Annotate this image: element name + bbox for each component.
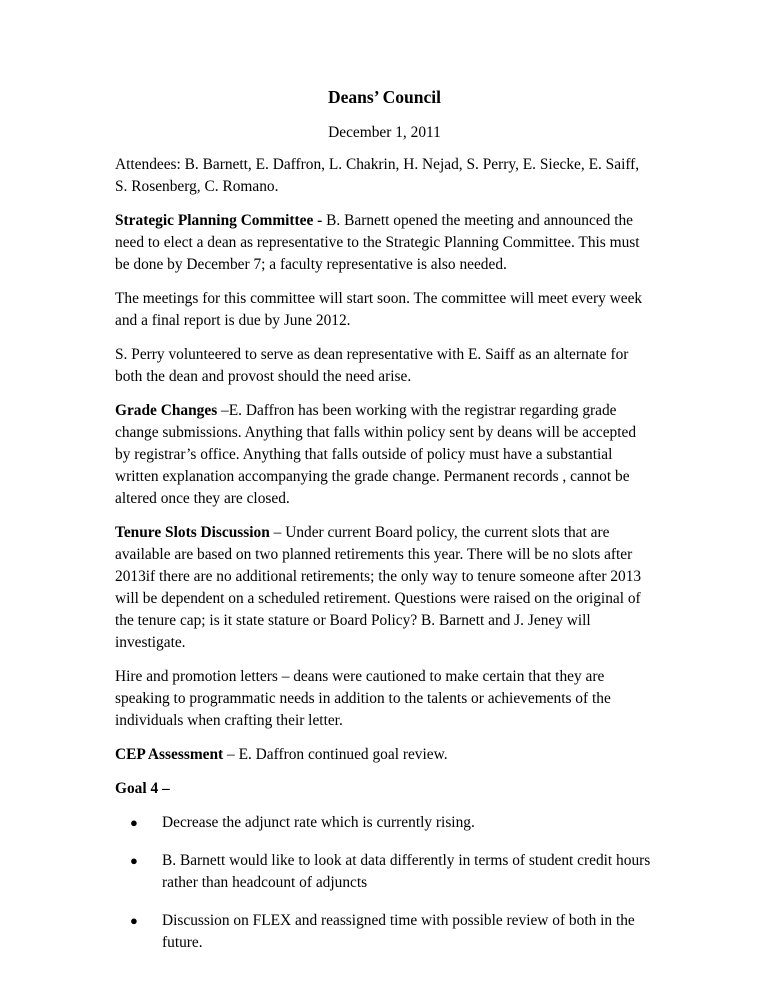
strategic-planning-paragraph (115, 210, 654, 276)
bullet-icon: ● (130, 853, 138, 868)
list-item-text: B. Barnett would like to look at data differently in terms of student credit hours rather than headcount of adjuncts (162, 852, 651, 891)
list-item-text: Decrease the adjunct rate which is currently rising. (162, 814, 475, 831)
grade-changes-paragraph (115, 400, 654, 510)
grade-changes-heading: Grade Changes (115, 402, 218, 419)
cep-text: – E. Daffron continued goal review. (223, 746, 448, 763)
cep-heading: CEP Assessment (115, 746, 224, 763)
meetings-paragraph: The meetings for this committee will start soon. The committee will meet every week and a final report is due by June 2012. (115, 290, 643, 329)
strategic-planning-heading: Strategic Planning Committee - (115, 212, 327, 229)
hire-promotion-paragraph: Hire and promotion letters – deans were cautioned to make certain that they are speaking to programmatic needs in addition to the talents or achievements of the individuals when crafting their letter. (115, 668, 611, 729)
tenure-text: – Under current Board policy, the current slots that are available are based on two planned retirements this year. There will be no slots after 2013if there are no additional retirements; the only way to tenure someone after 2013 will be dependent on a scheduled retirement. Questions were raised on the original of the tenure cap; is it state stature or Board Policy? B. Barnett and J. Jeney will investigate. (115, 524, 642, 651)
goal-4-list (115, 812, 654, 954)
goal-4-heading: Goal 4 – (115, 780, 170, 797)
list-item (115, 850, 654, 894)
tenure-paragraph (115, 522, 654, 654)
list-item-text: Discussion on FLEX and reassigned time with possible review of both in the future. (162, 912, 635, 951)
attendees-paragraph: Attendees: B. Barnett, E. Daffron, L. Chakrin, H. Nejad, S. Perry, E. Siecke, E. Saiff, S. Rosenberg, C. Romano. (115, 156, 640, 195)
document-title: Deans’ Council (328, 87, 441, 107)
grade-changes-text: –E. Daffron has been working with the registrar regarding grade change submissions. Anything that falls within policy sent by deans will be accepted by registrar’s office. Anything that falls outside of policy must have a substantial written explanation accompanying the grade change. Permanent records , cannot be altered once they are closed. (115, 402, 637, 507)
list-item (115, 812, 654, 834)
bullet-icon: ● (130, 815, 138, 830)
meeting-date: December 1, 2011 (328, 124, 441, 141)
list-item (115, 910, 654, 954)
strategic-planning-text: B. Barnett opened the meeting and announced the need to elect a dean as representative to the Strategic Planning Committee. This must be done by December 7; a faculty representative is also needed. (115, 212, 640, 273)
cep-paragraph (115, 744, 654, 766)
bullet-icon: ● (130, 913, 138, 928)
volunteer-paragraph: S. Perry volunteered to serve as dean representative with E. Saiff as an alternate for both the dean and provost should the need arise. (115, 346, 629, 385)
tenure-heading: Tenure Slots Discussion (115, 524, 270, 541)
